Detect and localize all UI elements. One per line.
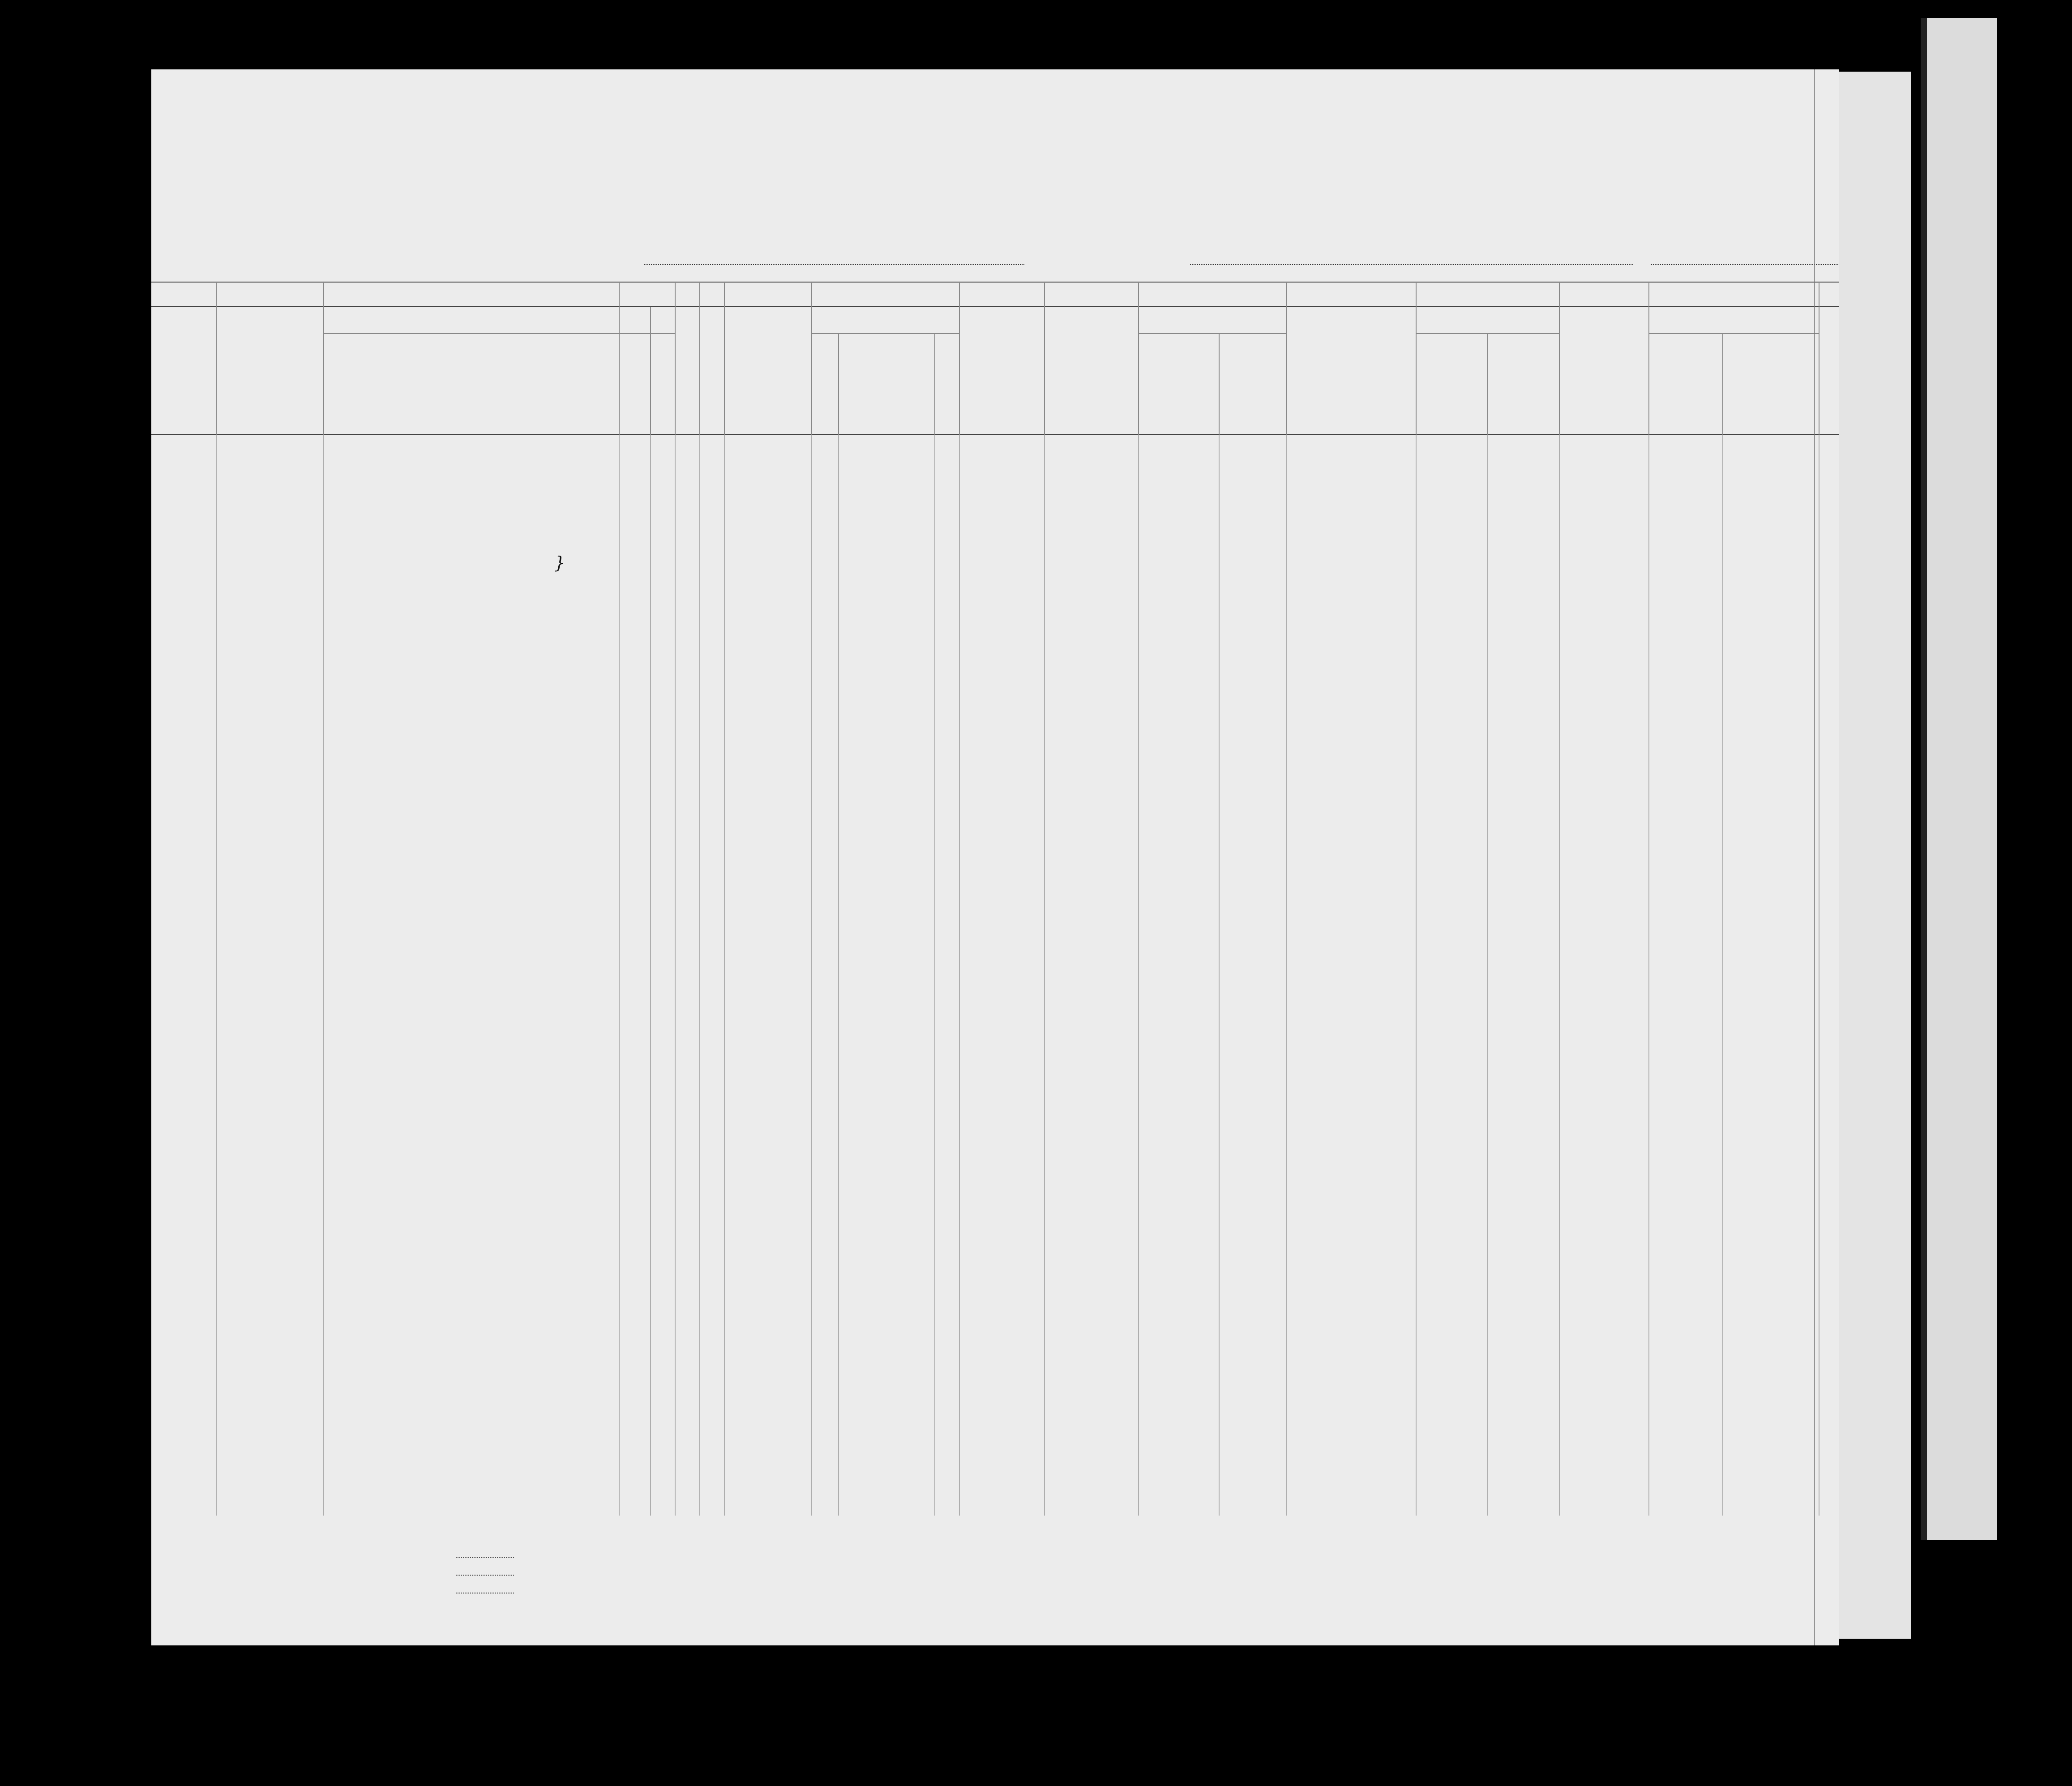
manifest-sheet bbox=[151, 69, 1839, 1645]
us-citizens-value bbox=[456, 1575, 514, 1576]
second-page-strip bbox=[1921, 18, 1997, 1540]
table-grid bbox=[151, 69, 1839, 1645]
handwritten-brace-dreizin: } bbox=[554, 553, 565, 573]
adjacent-page-strip bbox=[1839, 72, 1911, 1639]
page-edge bbox=[1921, 18, 1927, 1540]
total-passengers-value bbox=[456, 1557, 514, 1558]
